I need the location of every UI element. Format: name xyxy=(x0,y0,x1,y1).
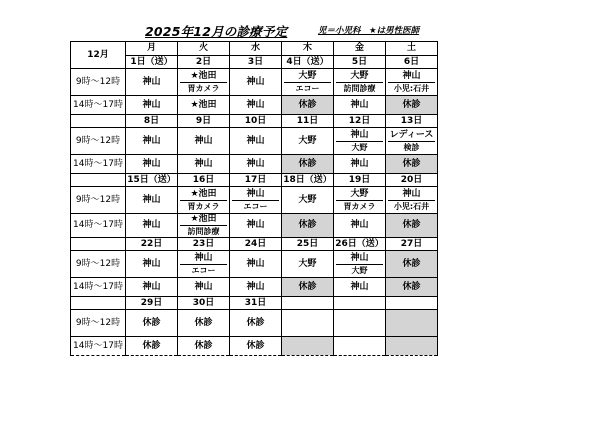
doctor-name: 休診 xyxy=(402,281,421,292)
date-row xyxy=(71,297,438,310)
empty-cell xyxy=(334,337,386,356)
doctor-name: 神山 xyxy=(246,76,265,87)
date-cell: 8日 xyxy=(126,115,178,128)
doctor-name: 神山 xyxy=(142,194,161,205)
date-cell: 17日 xyxy=(230,174,282,187)
doctor-name: ★池田 xyxy=(190,188,217,199)
schedule-cell xyxy=(386,128,438,155)
month-label: 12月 xyxy=(71,42,126,69)
closed-cell xyxy=(386,155,438,174)
date-cell: 31日 xyxy=(230,297,282,310)
morning-time-label: 9時～12時 xyxy=(71,187,126,214)
schedule-cell xyxy=(230,278,282,297)
doctor-name: 神山 xyxy=(350,281,369,292)
doctor-name: ★池田 xyxy=(190,99,217,110)
doctor-name: 神山 xyxy=(402,70,421,81)
schedule-cell xyxy=(230,337,282,356)
schedule-cell xyxy=(230,310,282,337)
secondary-entry: 検診 xyxy=(403,142,420,152)
schedule-cell xyxy=(282,187,334,214)
weekday-header-row xyxy=(71,42,438,56)
afternoon-row xyxy=(71,337,438,356)
date-cell: 6日 xyxy=(386,56,438,69)
morning-time-label: 9時～12時 xyxy=(71,251,126,278)
morning-row xyxy=(71,187,438,214)
secondary-entry: 小児:石井 xyxy=(393,201,430,211)
date-row-spacer xyxy=(71,297,126,310)
date-cell: 27日 xyxy=(386,238,438,251)
doctor-name: 神山 xyxy=(142,99,161,110)
schedule-cell xyxy=(230,96,282,115)
schedule-cell xyxy=(126,337,178,356)
secondary-entry: 大野 xyxy=(351,142,368,152)
date-cell: 23日 xyxy=(178,238,230,251)
afternoon-row xyxy=(71,155,438,174)
schedule-cell xyxy=(334,251,386,278)
schedule-cell xyxy=(334,187,386,214)
secondary-entry: エコー xyxy=(191,265,216,275)
weekday-sat: 土 xyxy=(386,42,438,56)
doctor-name: 休診 xyxy=(402,220,421,230)
schedule-cell xyxy=(178,128,230,155)
date-row xyxy=(71,238,438,251)
secondary-entry: 胃カメラ xyxy=(187,201,220,211)
secondary-entry: エコー xyxy=(295,83,320,93)
secondary-entry: 大野 xyxy=(351,265,368,275)
schedule-cell xyxy=(334,214,386,238)
doctor-name: 大野 xyxy=(298,258,317,269)
morning-row xyxy=(71,128,438,155)
doctor-name: 休診 xyxy=(246,340,265,351)
doctor-name: 神山 xyxy=(350,220,369,230)
secondary-entry: エコー xyxy=(243,201,268,211)
date-cell xyxy=(282,297,334,310)
schedule-cell xyxy=(178,310,230,337)
date-cell: 2日 xyxy=(178,56,230,69)
schedule-cell xyxy=(126,155,178,174)
legend-note: 児＝小児科 ★は男性医師 xyxy=(318,26,420,36)
doctor-name: 休診 xyxy=(142,340,161,351)
closed-cell xyxy=(282,214,334,238)
schedule-cell xyxy=(178,214,230,238)
schedule-cell xyxy=(230,214,282,238)
page-title: 2025年12月の診療予定 xyxy=(145,24,288,39)
weekday-mon: 月 xyxy=(126,42,178,56)
doctor-name: 休診 xyxy=(402,158,421,169)
date-cell: 19日 xyxy=(334,174,386,187)
afternoon-time-label: 14時～17時 xyxy=(71,278,126,297)
date-cell: 30日 xyxy=(178,297,230,310)
schedule-cell xyxy=(230,155,282,174)
schedule-cell xyxy=(126,96,178,115)
doctor-name: 神山 xyxy=(350,252,369,263)
afternoon-row xyxy=(71,278,438,297)
doctor-name: ★池田 xyxy=(190,70,217,81)
closed-cell xyxy=(282,278,334,297)
schedule-cell xyxy=(230,128,282,155)
schedule-cell xyxy=(178,187,230,214)
doctor-name: 大野 xyxy=(298,194,317,205)
doctor-name: 大野 xyxy=(350,188,369,199)
date-row-spacer xyxy=(71,115,126,128)
schedule-table xyxy=(70,41,438,356)
weekday-tue: 火 xyxy=(178,42,230,56)
date-row-spacer xyxy=(71,238,126,251)
schedule-cell xyxy=(386,69,438,96)
doctor-name: 神山 xyxy=(194,158,213,169)
date-cell: 20日 xyxy=(386,174,438,187)
morning-time-label: 9時～12時 xyxy=(71,69,126,96)
doctor-name: 神山 xyxy=(142,258,161,269)
empty-cell xyxy=(386,310,438,337)
title-row xyxy=(0,22,600,40)
morning-time-label: 9時～12時 xyxy=(71,128,126,155)
closed-cell xyxy=(386,214,438,238)
date-row xyxy=(71,174,438,187)
doctor-name: 神山 xyxy=(142,281,161,292)
morning-row xyxy=(71,310,438,337)
schedule-cell xyxy=(178,96,230,115)
date-cell: 13日 xyxy=(386,115,438,128)
date-cell: 3日 xyxy=(230,56,282,69)
doctor-name: 神山 xyxy=(194,281,213,292)
weekday-wed: 水 xyxy=(230,42,282,56)
date-cell: 9日 xyxy=(178,115,230,128)
doctor-name: 大野 xyxy=(298,135,317,146)
schedule-cell xyxy=(126,187,178,214)
doctor-name: 神山 xyxy=(142,158,161,169)
schedule-cell xyxy=(126,278,178,297)
secondary-entry: 訪問診療 xyxy=(343,83,376,93)
secondary-entry: 小児:石井 xyxy=(393,83,430,93)
schedule-cell xyxy=(126,310,178,337)
schedule-cell xyxy=(282,69,334,96)
schedule-cell xyxy=(334,128,386,155)
closed-cell xyxy=(386,96,438,115)
date-cell: 26日（送） xyxy=(335,238,384,249)
date-cell: 18日（送） xyxy=(283,174,332,185)
weekday-fri: 金 xyxy=(334,42,386,56)
doctor-name: 神山 xyxy=(142,220,161,230)
date-row xyxy=(71,115,438,128)
secondary-entry: 訪問診療 xyxy=(187,227,220,236)
date-cell xyxy=(334,297,386,310)
doctor-name: 休診 xyxy=(402,258,421,269)
doctor-name: 神山 xyxy=(246,135,265,146)
schedule-cell xyxy=(334,155,386,174)
morning-row xyxy=(71,251,438,278)
doctor-name: 休診 xyxy=(246,317,265,328)
doctor-name: 神山 xyxy=(246,99,265,110)
doctor-name: 神山 xyxy=(402,188,421,199)
doctor-name: 神山 xyxy=(246,220,265,230)
schedule-cell xyxy=(334,96,386,115)
schedule-cell xyxy=(282,128,334,155)
schedule-cell xyxy=(334,69,386,96)
empty-cell xyxy=(386,337,438,356)
schedule-cell xyxy=(230,69,282,96)
doctor-name: 休診 xyxy=(298,281,317,292)
doctor-name: 休診 xyxy=(194,317,213,328)
afternoon-time-label: 14時～17時 xyxy=(71,214,126,238)
morning-row xyxy=(71,69,438,96)
empty-cell xyxy=(282,337,334,356)
date-cell: 1日（送） xyxy=(126,56,178,69)
doctor-name: 大野 xyxy=(350,70,369,81)
afternoon-time-label: 14時～17時 xyxy=(71,96,126,115)
empty-cell xyxy=(334,310,386,337)
schedule-cell xyxy=(178,155,230,174)
schedule-cell xyxy=(178,69,230,96)
date-cell: 22日 xyxy=(126,238,178,251)
closed-cell xyxy=(386,251,438,278)
date-cell: 10日 xyxy=(230,115,282,128)
doctor-name: 神山 xyxy=(350,158,369,169)
schedule-cell xyxy=(230,251,282,278)
schedule-cell xyxy=(282,251,334,278)
doctor-name: 神山 xyxy=(350,99,369,110)
date-cell: 11日 xyxy=(282,115,334,128)
doctor-name: 休診 xyxy=(402,99,421,110)
secondary-entry: 胃カメラ xyxy=(187,83,220,93)
doctor-name: 神山 xyxy=(246,188,265,199)
date-row xyxy=(71,56,438,69)
doctor-name: 休診 xyxy=(298,99,317,110)
afternoon-row xyxy=(71,214,438,238)
date-cell: 24日 xyxy=(230,238,282,251)
morning-time-label: 9時～12時 xyxy=(71,310,126,337)
schedule-cell xyxy=(178,278,230,297)
date-cell: 4日（送） xyxy=(282,56,334,69)
doctor-name: ★池田 xyxy=(190,214,217,224)
schedule-cell xyxy=(126,69,178,96)
doctor-name: 大野 xyxy=(298,70,317,81)
schedule-cell xyxy=(230,187,282,214)
doctor-name: 神山 xyxy=(194,252,213,263)
date-cell: 5日 xyxy=(334,56,386,69)
date-row-spacer xyxy=(71,174,126,187)
date-cell: 16日 xyxy=(178,174,230,187)
date-cell: 29日 xyxy=(126,297,178,310)
afternoon-time-label: 14時～17時 xyxy=(71,155,126,174)
schedule-cell xyxy=(334,278,386,297)
doctor-name: 休診 xyxy=(142,317,161,328)
closed-cell xyxy=(282,96,334,115)
schedule-cell xyxy=(178,251,230,278)
schedule-cell xyxy=(126,251,178,278)
doctor-name: 神山 xyxy=(246,258,265,269)
doctor-name: 神山 xyxy=(246,281,265,292)
doctor-name: 神山 xyxy=(350,129,369,140)
date-cell: 12日 xyxy=(334,115,386,128)
closed-cell xyxy=(386,278,438,297)
secondary-entry: 胃カメラ xyxy=(343,201,376,211)
weekday-thu: 木 xyxy=(282,42,334,56)
date-cell xyxy=(386,297,438,310)
doctor-name: 休診 xyxy=(298,220,317,230)
empty-cell xyxy=(282,310,334,337)
schedule-cell xyxy=(178,337,230,356)
date-cell: 15日（送） xyxy=(127,174,176,185)
doctor-name: 神山 xyxy=(246,158,265,169)
doctor-name: 神山 xyxy=(194,135,213,146)
doctor-name: 神山 xyxy=(142,135,161,146)
doctor-name: 神山 xyxy=(142,76,161,87)
schedule-cell xyxy=(386,187,438,214)
schedule-cell xyxy=(126,214,178,238)
closed-cell xyxy=(282,155,334,174)
schedule-cell xyxy=(126,128,178,155)
afternoon-row xyxy=(71,96,438,115)
date-cell: 25日 xyxy=(282,238,334,251)
doctor-name: レディース xyxy=(389,129,434,140)
doctor-name: 休診 xyxy=(298,158,317,169)
doctor-name: 休診 xyxy=(194,340,213,351)
afternoon-time-label: 14時～17時 xyxy=(71,337,126,356)
